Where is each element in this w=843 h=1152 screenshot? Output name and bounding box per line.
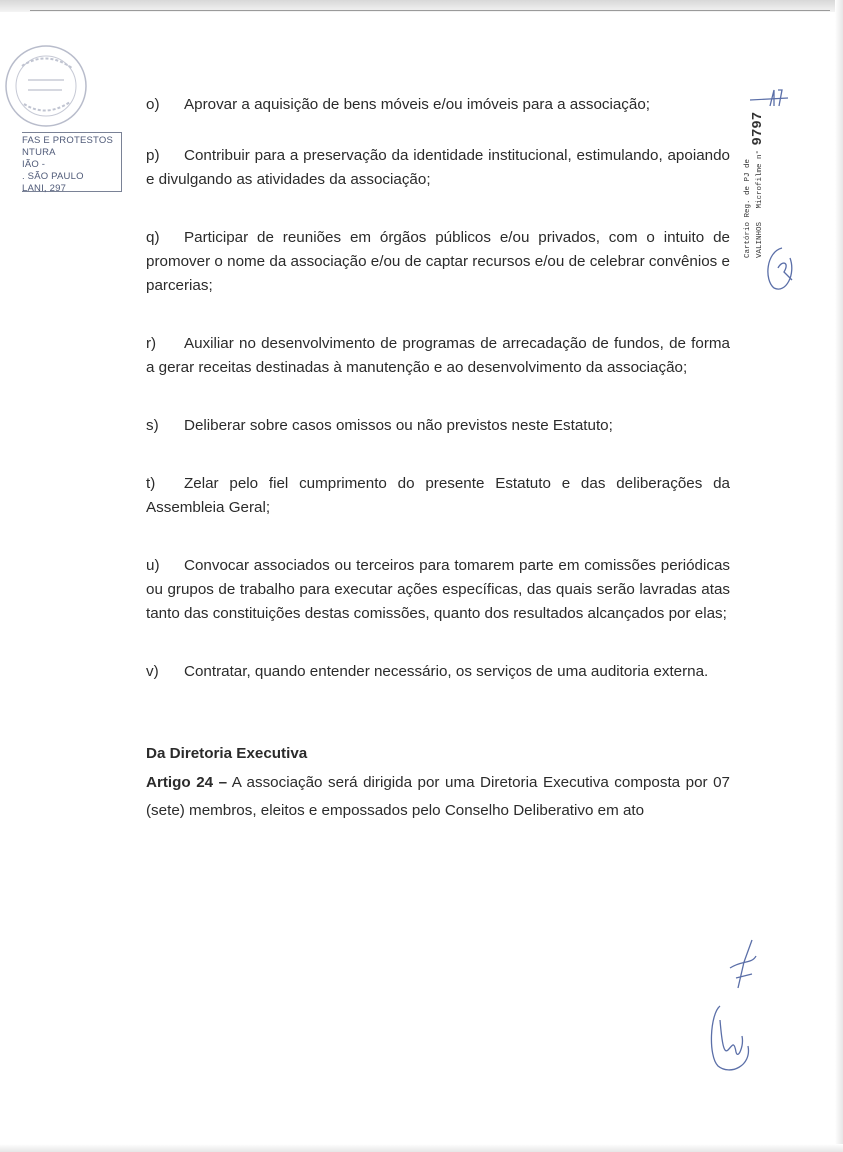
stamp-line: FAS E PROTESTOS [22,135,113,146]
stamp-line: NTURA [22,147,56,158]
notary-box-stamp [22,132,122,192]
list-item [146,332,730,380]
list-item [146,144,730,192]
item-letter: t) [146,475,156,492]
registry-line-2-row [750,110,766,258]
item-text: Contribuir para a preservação da identidade institucional, estimulando, apoiando e divulgando as atividades da associação; [146,147,730,188]
item-text: Convocar associados ou terceiros para tomarem parte em comissões periódicas ou grupos de trabalho para executar ações específicas, das quais serão lavradas atas tanto das constituições destas comissões, quanto dos resultados alcançados por elas; [146,557,730,622]
article-text: A associação será dirigida por uma Diretoria Executiva composta por 07 (sete) membros, eleitos e empossados pelo Conselho Deliberativo em ato [146,774,730,819]
list-item [146,226,730,298]
list-item [146,93,730,117]
registry-city: VALINHOS [756,221,764,258]
list-item [146,660,730,684]
item-letter: p) [146,147,160,164]
item-letter: v) [146,663,159,680]
scan-edge-right [835,0,843,1152]
item-text: Deliberar sobre casos omissos ou não previstos neste Estatuto; [184,417,613,434]
article-paragraph [146,769,730,825]
item-letter: r) [146,335,157,352]
item-letter: s) [146,417,159,434]
registry-line-1: Cartório Reg. de PJ de [744,158,752,258]
item-text: Participar de reuniões em órgãos públicos e/ou privados, com o intuito de promover o nome da associação e/ou de captar recursos e/ou de celebrar convênios e parcerias; [146,229,730,294]
registry-stamp [735,110,797,260]
page-top-edge-line [30,10,830,11]
stamp-line: . SÃO PAULO [22,171,84,182]
page-number-mark [748,86,798,110]
scan-edge-bottom [0,1144,843,1152]
article-label: Artigo 24 – [146,774,228,791]
item-text: Zelar pelo fiel cumprimento do presente Estatuto e das deliberações da Assembleia Geral; [146,475,730,516]
stamp-line: IÃO - [22,159,46,170]
registry-number: 9797 [750,111,766,146]
document-body [146,93,730,825]
registry-microfilm-label: Microfilme n° [756,149,764,209]
stamp-line: LANI, 297 [22,183,67,194]
section-title: Da Diretoria Executiva [146,745,308,762]
list-item [146,414,730,438]
notary-seal-stamp [2,36,98,132]
item-text: Aprovar a aquisição de bens móveis e/ou imóveis para a associação; [184,96,651,113]
signature-initials-2 [706,1000,756,1076]
list-item [146,472,730,520]
list-item [146,554,730,626]
item-letter: u) [146,557,160,574]
signature-initials-1 [722,938,762,998]
item-text: Auxiliar no desenvolvimento de programas de arrecadação de fundos, de forma a gerar receitas destinadas à manutenção e ao desenvolvimento da associação; [146,335,730,376]
rubric-signature-1 [760,244,800,294]
item-letter: o) [146,96,160,113]
item-letter: q) [146,229,160,246]
item-text: Contratar, quando entender necessário, os serviços de uma auditoria externa. [184,663,709,680]
